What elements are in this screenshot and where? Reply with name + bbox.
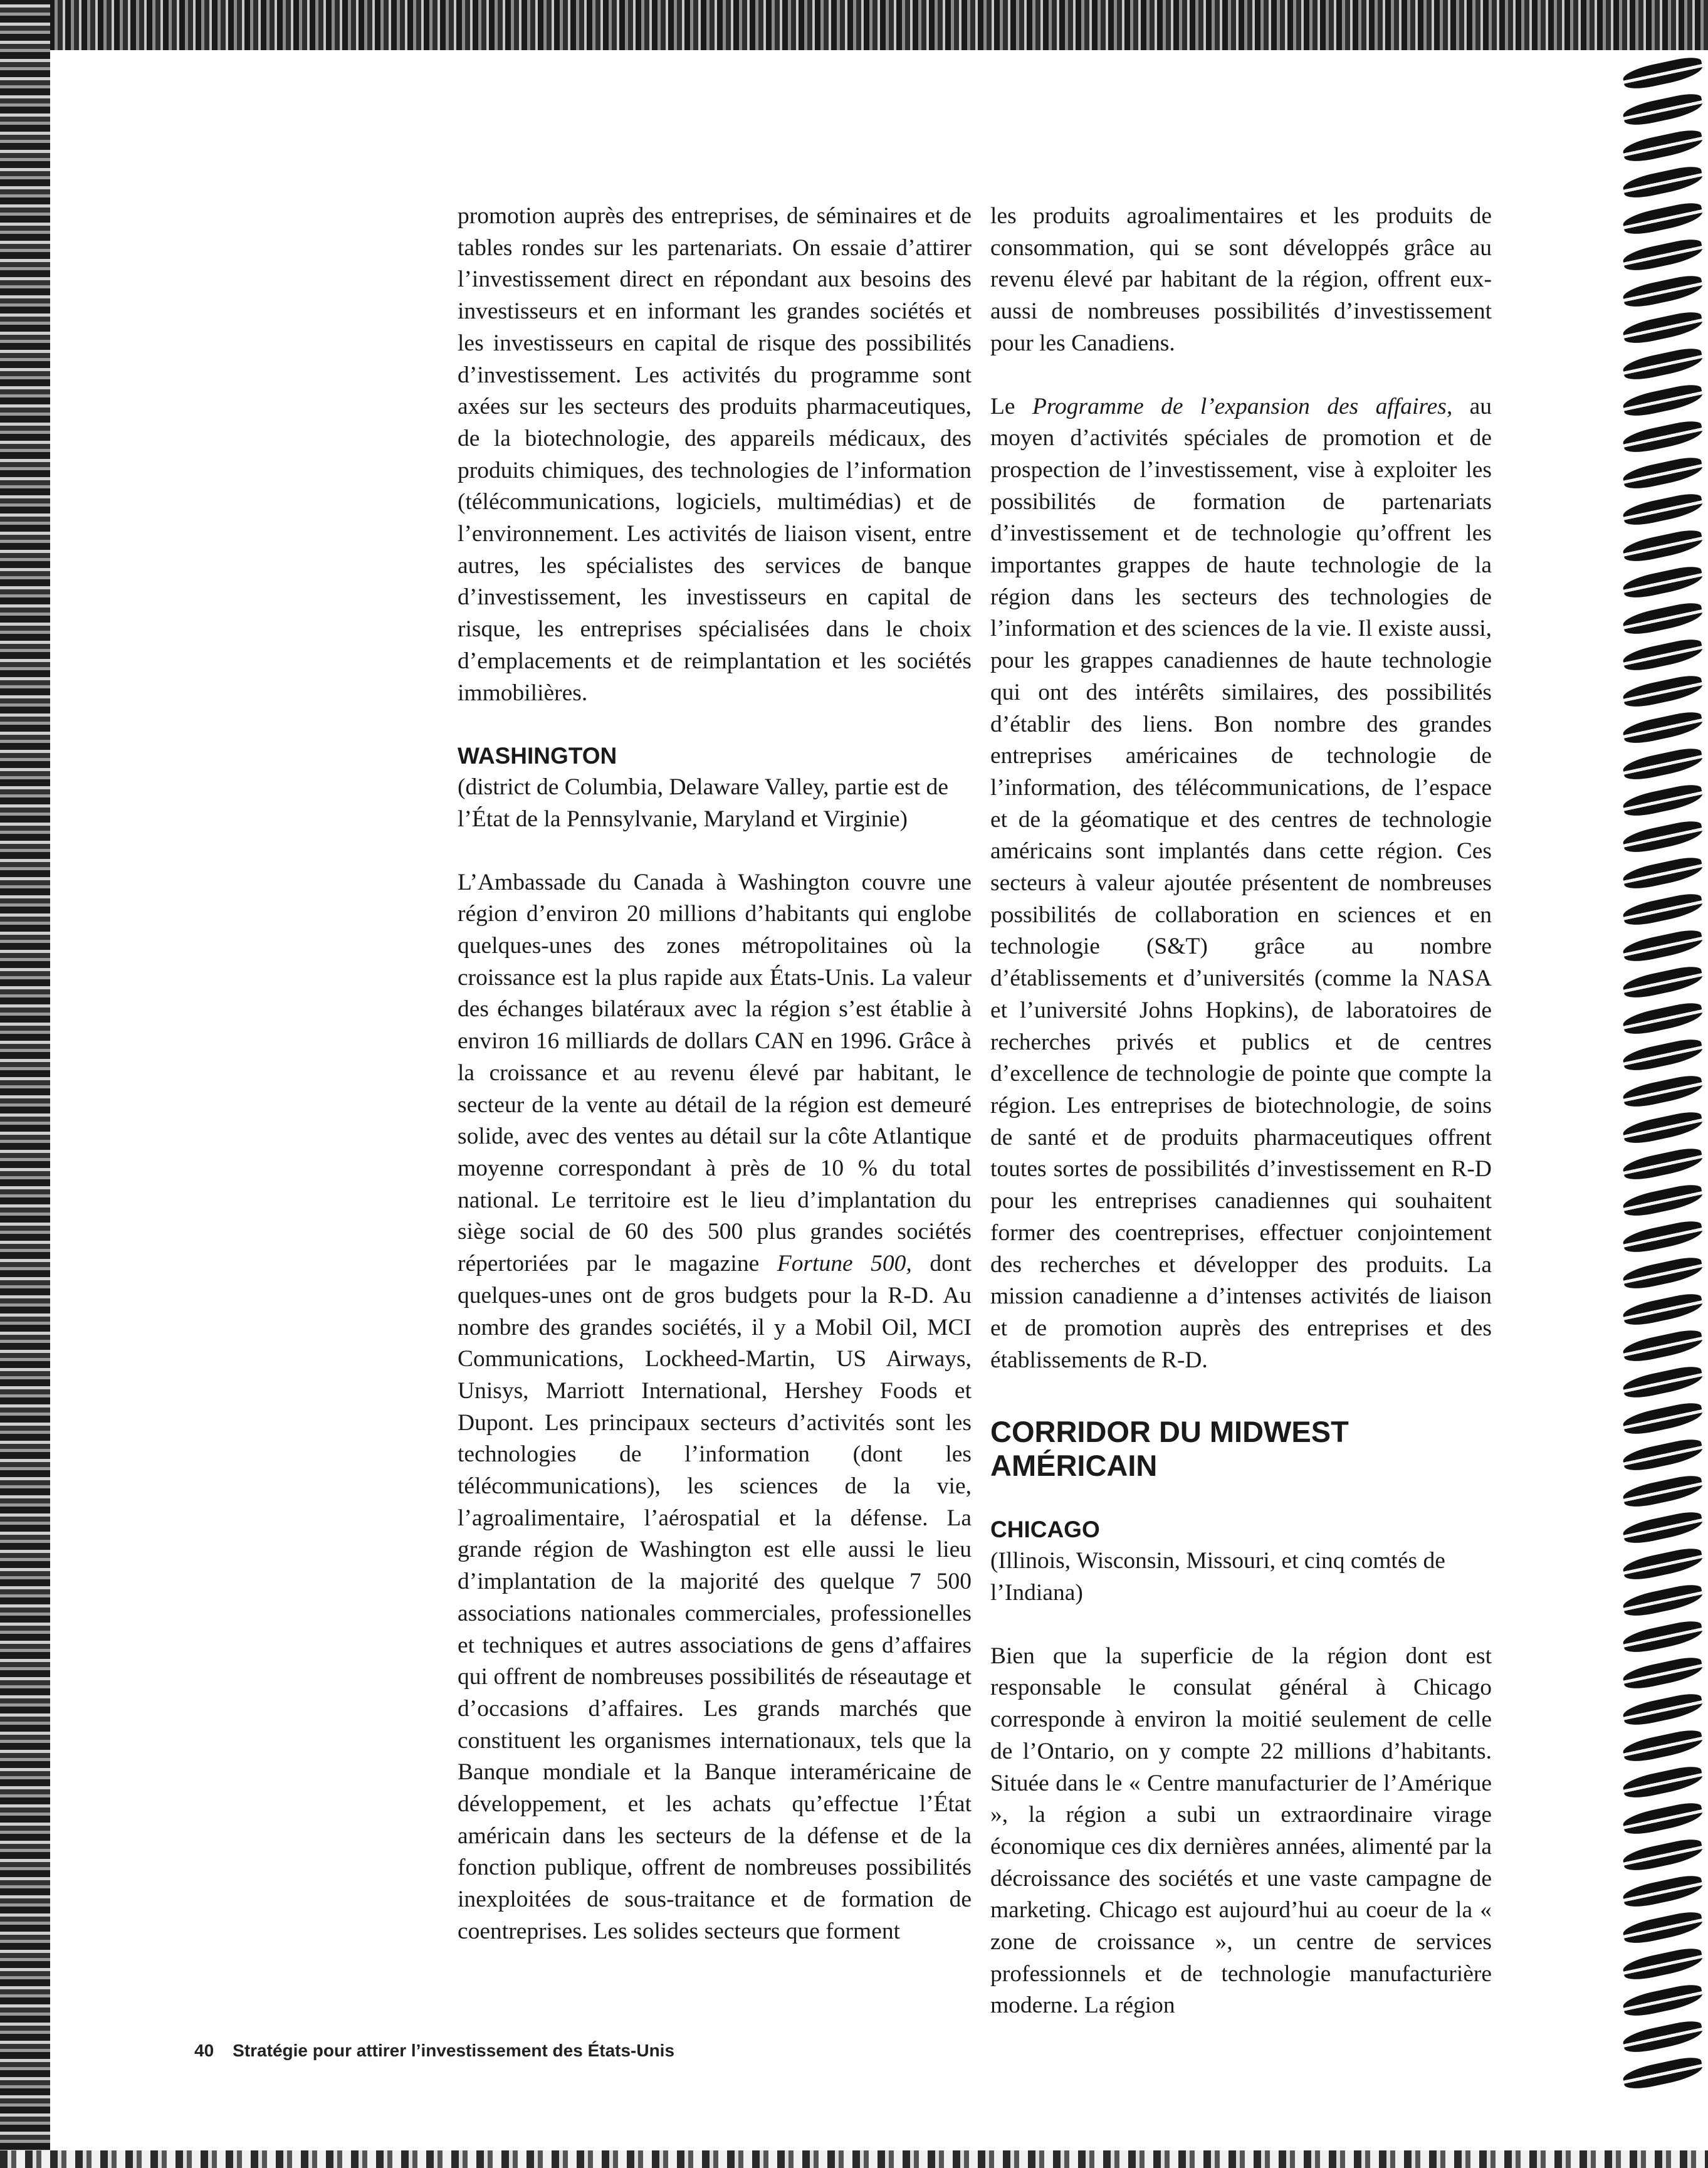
spiral-coil bbox=[1622, 1291, 1704, 1329]
spiral-coil bbox=[1622, 927, 1704, 965]
spiral-coil bbox=[1622, 1255, 1704, 1292]
chicago-region-scope: (Illinois, Wisconsin, Missouri, et cinq comtés de l’Indiana) bbox=[990, 1548, 1445, 1606]
spiral-coil bbox=[1622, 164, 1704, 201]
paragraph-expansion-text-b: au moyen d’activités spéciales de promotion et de prospection de l’investissement, vise à exploiter les possibilités de formation de partenariats d’investissement et de technologie qu’offrent les importantes grappes de haute technologie de la région dans les secteurs des technologies de l’information et des sciences de la vie. Il existe aussi, pour les grappes canadiennes de haute technologie qui ont des intérêts similaires, des possibilités d’établir des liens. Bon nombre des grandes entreprises américaines de technologie de l’information, des télécommunications, de l’espace et de la géomatique et des centres de technologie américains sont implantés dans cette région. Ces secteurs à valeur ajoutée présentent de nombreuses possibilités de collaboration en sciences et en technologie (S&T) grâce au nombre d’établissements et d’universités (comme la NASA et l’université Johns Hopkins), de laboratoires de recherches privés et publics et de centres d’excellence de technologie de pointe que compte la région. Les entreprises de biotechnologie, de soins de santé et de produits pharmaceutiques offrent toutes sortes de possibilités d’investissement en R-D pour les entreprises canadiennes qui souhaitent former des coentreprises, effectuer conjointement des recherches et développer des produits. La mission canadienne a d’intenses activités de liaison et de promotion auprès des entreprises et des établissements de R-D. bbox=[990, 393, 1492, 1373]
washington-region-scope: (district de Columbia, Delaware Valley, partie est de l’État de la Pennsylvanie, Maryland et Virginie) bbox=[458, 774, 949, 832]
spiral-coil bbox=[1622, 2018, 1704, 2056]
spiral-coil bbox=[1622, 564, 1704, 601]
paragraph-washington-text-b: dont quelques-unes ont de gros budgets pour la R-D. Au nombre des grandes sociétés, il y a Mobil Oil, MCI Communications, Lockheed-Martin, US Airways, Unisys, Marriott International, Hershey Foods et Dupont. Les principaux secteurs d’activités sont les technologies de l’information (dont les télécommunications), les sciences de la vie, l’agroalimentaire, l’aérospatial et la défense. La grande région de Washington est elle aussi le lieu d’implantation de la majorité des quelque 7 500 associations nationales commerciales, professionelles et techniques et autres associations de gens d’affaires qui offrent de nombreuses possibilités de réseautage et d’occasions d’affaires. Les grands marchés que constituent les organismes internationaux, tels que la Banque mondiale et la Banque interaméricaine de développement, et les achats qu’effectue l’État américain dans les secteurs de la défense et de la fonction publique, offrent de nombreuses possibilités inexploitées de sous-traitance et de formation de coentreprises. Les solides secteurs que forment bbox=[458, 1251, 972, 1944]
spiral-coil bbox=[1622, 1800, 1704, 1838]
spiral-coil bbox=[1622, 1000, 1704, 1038]
spiral-coil bbox=[1622, 855, 1704, 892]
spiral-coil bbox=[1622, 745, 1704, 783]
spiral-coil bbox=[1622, 1218, 1704, 1256]
spiral-coil bbox=[1622, 1582, 1704, 1619]
scan-border-bottom bbox=[0, 2150, 1708, 2168]
paragraph-washington-embassy bbox=[458, 867, 972, 1948]
spiral-coil bbox=[1622, 1691, 1704, 1729]
spiral-coil bbox=[1622, 418, 1704, 456]
spiral-coil bbox=[1622, 91, 1704, 129]
paragraph-business-expansion bbox=[990, 391, 1492, 1377]
spiral-coil bbox=[1622, 200, 1704, 238]
spiral-coil bbox=[1622, 1945, 1704, 1983]
section-heading-line2: AMÉRICAIN bbox=[990, 1449, 1158, 1483]
spiral-coil bbox=[1622, 1364, 1704, 1401]
page-footer bbox=[194, 2041, 674, 2061]
spiral-coil bbox=[1622, 1764, 1704, 1801]
paragraph-washington-text-a: L’Ambassade du Canada à Washington couvre une région d’environ 20 millions d’habitants qui englobe quelques-unes des zones métropolitaines où la croissance est la plus rapide aux États-Unis. La valeur des échanges bilatéraux avec la région s’est établie à environ 16 milliards de dollars CAN en 1996. Grâce à la croissance et au revenu élevé par habitant, le secteur de la vente au détail de la région est demeuré solide, avec des ventes au détail sur la côte Atlantique moyenne correspondant à près de 10 % du total national. Le territoire est le lieu d’implantation du siège social de 60 des 500 plus grandes sociétés répertoriées par le magazine bbox=[458, 869, 972, 1277]
spiral-coil bbox=[1622, 1545, 1704, 1583]
spiral-coil bbox=[1622, 1473, 1704, 1510]
spiral-coil bbox=[1622, 309, 1704, 347]
paragraph-agrifood-consumer: les produits agroalimentaires et les produits de consommation, qui se sont développés grâce au revenu élevé par habitant de la région, offrent eux-aussi de nombreuses possibilités d’investissement pour les Canadiens. bbox=[990, 203, 1492, 356]
paragraph-programme-activities: promotion auprès des entreprises, de séminaires et de tables rondes sur les partenariats. On essaie d’attirer l’investissement direct en répondant aux besoins des investisseurs et en informant les grandes sociétés et les investisseurs en capital de risque des possibilités d’investissement. Les activités du programme sont axées sur les secteurs des produits pharmaceutiques, de la biotechnologie, des appareils médicaux, des produits chimiques, des technologies de l’information (télécommunications, logiciels, multimédias) et de l’environnement. Les activités de liaison visent, entre autres, les spécialistes des services de banque d’investissement, les investisseurs en capital de risque, les entreprises spécialisées dans le choix d’emplacements et de reimplantation et les sociétés immobilières. bbox=[458, 203, 972, 706]
spiral-coil bbox=[1622, 527, 1704, 565]
spiral-coil bbox=[1622, 1036, 1704, 1074]
spiral-coil bbox=[1622, 1618, 1704, 1656]
spiral-coil bbox=[1622, 382, 1704, 419]
spiral-coil bbox=[1622, 273, 1704, 310]
page-number: 40 bbox=[194, 2041, 214, 2060]
spiral-coil bbox=[1622, 673, 1704, 710]
spiral-coil bbox=[1622, 1073, 1704, 1110]
spiral-coil bbox=[1622, 600, 1704, 638]
spiral-coil bbox=[1622, 964, 1704, 1001]
footer-title: Stratégie pour attirer l’investissement des États-Unis bbox=[233, 2041, 675, 2060]
section-heading-midwest bbox=[990, 1415, 1492, 1483]
spiral-coil bbox=[1622, 1909, 1704, 1947]
spiral-coil bbox=[1622, 1109, 1704, 1147]
scan-border-top bbox=[0, 0, 1708, 50]
spiral-coil bbox=[1622, 1655, 1704, 1692]
spiral-coil bbox=[1622, 1727, 1704, 1765]
section-heading-line1: CORRIDOR DU MIDWEST bbox=[990, 1415, 1349, 1449]
spiral-coil bbox=[1622, 1400, 1704, 1438]
spiral-coil bbox=[1622, 782, 1704, 819]
spiral-coil bbox=[1622, 1436, 1704, 1474]
spiral-coil bbox=[1622, 455, 1704, 492]
spiral-coil bbox=[1622, 345, 1704, 383]
spiral-coil bbox=[1622, 818, 1704, 856]
spiral-coil bbox=[1622, 1982, 1704, 2019]
spiral-coil bbox=[1622, 891, 1704, 929]
programme-name: Programme de l’expansion des affaires, bbox=[1032, 393, 1453, 419]
magazine-name: Fortune 500, bbox=[777, 1251, 912, 1277]
heading-chicago: CHICAGO bbox=[990, 1517, 1100, 1543]
spiral-coil bbox=[1622, 2055, 1704, 2092]
scan-border-left bbox=[0, 0, 50, 2168]
spiral-coil bbox=[1622, 55, 1704, 92]
paragraph-expansion-text-a: Le bbox=[990, 393, 1032, 419]
spiral-coil bbox=[1622, 1836, 1704, 1874]
spiral-coil bbox=[1622, 491, 1704, 529]
spiral-coil bbox=[1622, 1873, 1704, 1910]
spiral-coil bbox=[1622, 1327, 1704, 1365]
spiral-binding bbox=[1614, 50, 1708, 2150]
spiral-coil bbox=[1622, 1145, 1704, 1183]
heading-washington: WASHINGTON bbox=[458, 743, 617, 769]
paragraph-chicago-region: Bien que la superficie de la région dont est responsable le consulat général à Chicago corresponde à environ la moitié seulement de celle de l’Ontario, on y compte 22 millions d’habitants. Située dans le « Centre manufacturier de l’Amérique », la région a subi un extraordinaire virage économique ces dix dernières années, alimenté par la décroissance des sociétés et une vaste campagne de marketing. Chicago est aujourd’hui au coeur de la « zone de croissance », un centre de services professionnels et de technologie manufacturière moderne. La région bbox=[990, 1643, 1492, 2019]
spiral-coil bbox=[1622, 636, 1704, 674]
right-column bbox=[990, 201, 1492, 2022]
spiral-coil bbox=[1622, 127, 1704, 165]
spiral-coil bbox=[1622, 1182, 1704, 1219]
spiral-coil bbox=[1622, 236, 1704, 274]
left-column bbox=[458, 201, 972, 1948]
spiral-coil bbox=[1622, 1509, 1704, 1547]
spiral-coil bbox=[1622, 709, 1704, 747]
